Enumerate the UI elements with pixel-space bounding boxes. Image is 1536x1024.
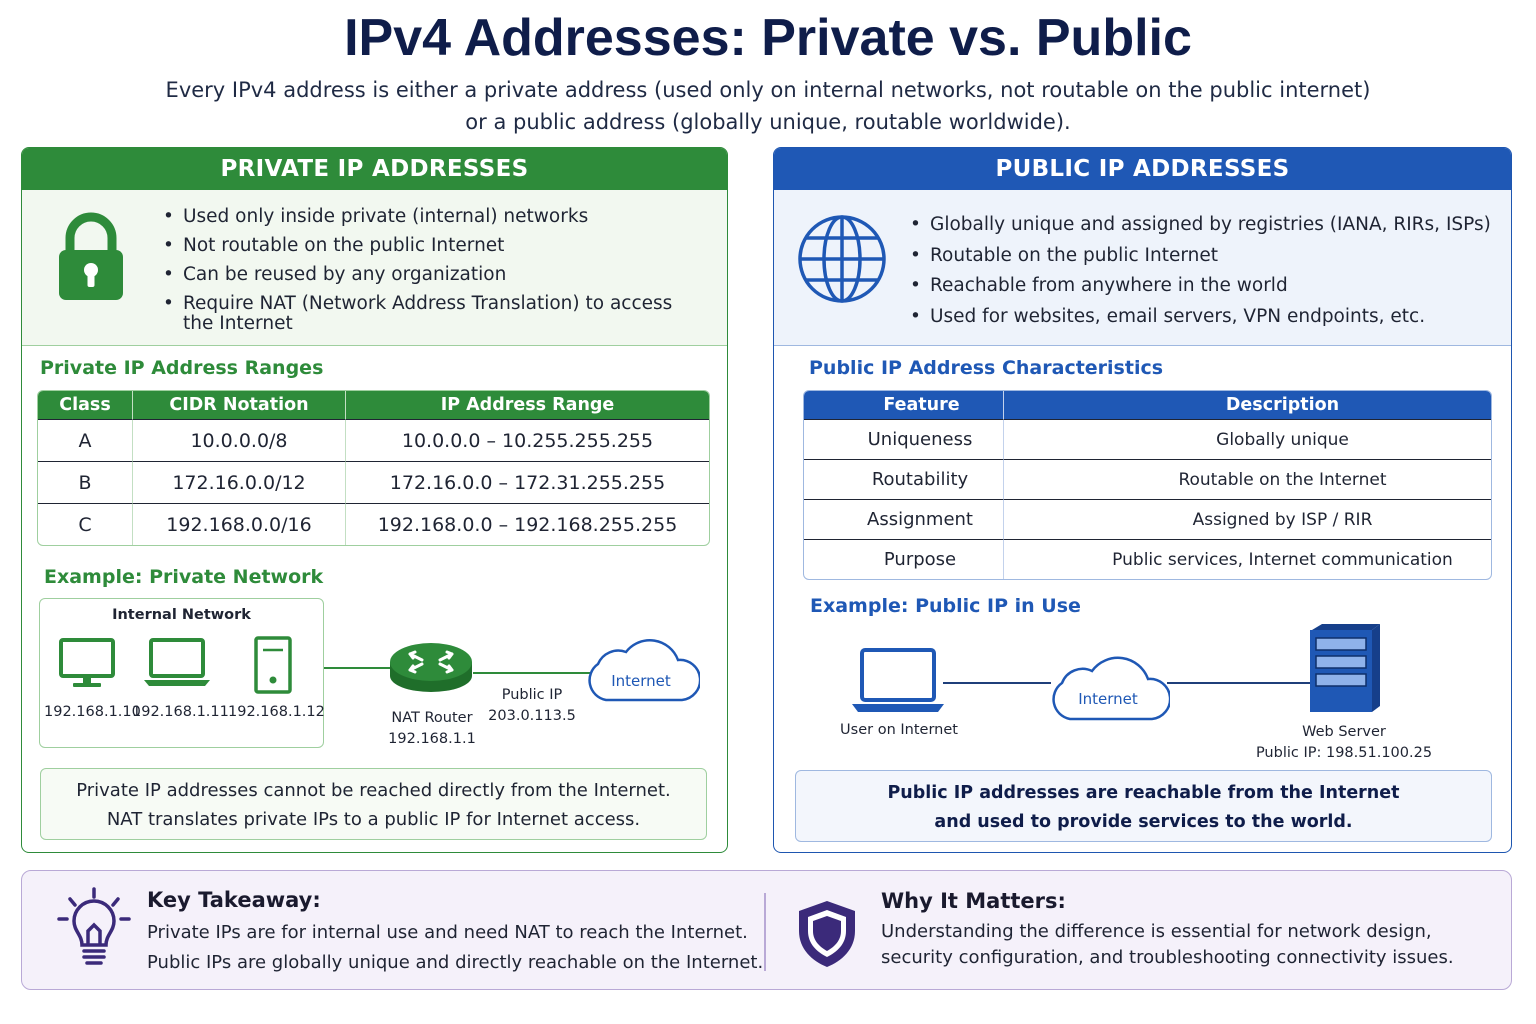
public-characteristics-table <box>803 390 1492 580</box>
column-header: Description <box>1003 391 1491 419</box>
subtitle-line: Every IPv4 address is either a private address (used only on internal networks, not routable on the public internet) <box>165 78 1371 102</box>
cloud-label: Internet <box>611 672 671 690</box>
public-ip-value: 203.0.113.5 <box>488 708 576 724</box>
lock-icon <box>56 212 126 304</box>
table-row <box>804 499 1491 539</box>
note-line: and used to provide services to the world. <box>934 812 1353 832</box>
user-label: User on Internet <box>840 722 958 738</box>
internal-network-label: Internal Network <box>112 607 251 623</box>
table-row <box>38 461 709 503</box>
note-line: Public IP addresses are reachable from the Internet <box>887 783 1400 803</box>
table-cell: 172.16.0.0/12 <box>132 461 345 503</box>
public-link <box>473 672 591 674</box>
public-panel <box>773 147 1512 853</box>
table-row <box>38 503 709 545</box>
bullet-item: • Reachable from anywhere in the world <box>908 271 1491 302</box>
cloud-label: Internet <box>1078 690 1138 708</box>
public-characteristics-heading: Public IP Address Characteristics <box>809 357 1164 379</box>
bullet-item: • Globally unique and assigned by registries (IANA, RIRs, ISPs) <box>908 210 1491 241</box>
page-title: IPv4 Addresses: Private vs. Public <box>344 9 1192 67</box>
bullet-item: • Routable on the public Internet <box>908 241 1491 272</box>
table-header-row <box>804 391 1491 419</box>
note-line: Private IP addresses cannot be reached directly from the Internet. <box>76 780 671 801</box>
takeaway-line: Private IPs are for internal use and need NAT to reach the Internet. <box>147 922 748 943</box>
table-row <box>804 419 1491 459</box>
cloud-icon <box>582 626 700 706</box>
page-subtitle <box>0 74 1536 138</box>
table-cell: Public services, Internet communication <box>1003 539 1491 579</box>
user-link <box>943 682 1051 684</box>
public-example-heading: Example: Public IP in Use <box>810 595 1081 617</box>
public-bullets <box>908 210 1491 332</box>
bullet-item: • Used for websites, email servers, VPN endpoints, etc. <box>908 302 1491 333</box>
takeaway-text <box>147 918 763 978</box>
public-ip-caption: Public IP <box>501 687 563 703</box>
matters-line: security configuration, and troubleshooting connectivity issues. <box>881 947 1454 968</box>
public-intro <box>774 190 1511 346</box>
column-header: Class <box>38 391 132 419</box>
router-icon <box>388 638 474 700</box>
server-name: Web Server <box>1302 724 1386 740</box>
table-header-row <box>38 391 709 419</box>
private-bullets <box>161 202 672 318</box>
table-cell: 192.168.0.0 – 192.168.255.255 <box>345 503 709 545</box>
private-header: PRIVATE IP ADDRESSES <box>22 148 727 190</box>
table-cell: 192.168.0.0/16 <box>132 503 345 545</box>
table-cell: Purpose <box>804 539 1003 579</box>
lightbulb-icon <box>56 887 132 971</box>
device-ip: 192.168.1.10 <box>44 704 141 720</box>
public-ip-label <box>482 685 582 727</box>
table-cell: B <box>38 461 132 503</box>
laptop-icon <box>143 638 211 688</box>
takeaway-heading: Key Takeaway: <box>147 888 321 912</box>
table-cell: 10.0.0.0/8 <box>132 419 345 461</box>
table-cell: Routable on the Internet <box>1003 459 1491 499</box>
matters-line: Understanding the difference is essential for network design, <box>881 921 1432 942</box>
table-cell: 10.0.0.0 – 10.255.255.255 <box>345 419 709 461</box>
private-example-heading: Example: Private Network <box>44 566 324 588</box>
column-header: CIDR Notation <box>132 391 345 419</box>
takeaway-line: Public IPs are globally unique and directly reachable on the Internet. <box>147 952 764 973</box>
desktop-icon <box>59 638 115 690</box>
subtitle-line: or a public address (globally unique, routable worldwide). <box>465 110 1071 134</box>
laptop-icon <box>850 648 946 714</box>
table-cell: Assignment <box>804 499 1003 539</box>
router-ip: 192.168.1.1 <box>388 731 476 747</box>
table-cell: C <box>38 503 132 545</box>
takeaway-banner <box>21 870 1512 990</box>
table-row <box>804 539 1491 579</box>
matters-heading: Why It Matters: <box>881 889 1066 913</box>
router-name: NAT Router <box>391 710 473 726</box>
banner-divider <box>764 893 766 971</box>
private-ranges-heading: Private IP Address Ranges <box>40 357 324 379</box>
table-cell: 172.16.0.0 – 172.31.255.255 <box>345 461 709 503</box>
network-link <box>324 667 392 669</box>
bullet-item: • Require NAT (Network Address Translation) to access <box>161 289 672 318</box>
server-ip: Public IP: 198.51.100.25 <box>1255 745 1433 761</box>
router-label <box>382 708 482 750</box>
table-cell: Routability <box>804 459 1003 499</box>
table-row <box>38 419 709 461</box>
private-panel <box>21 147 728 853</box>
public-header: PUBLIC IP ADDRESSES <box>774 148 1511 190</box>
table-cell: Globally unique <box>1003 419 1491 459</box>
server-icon <box>254 636 292 694</box>
web-server-label <box>1244 722 1444 764</box>
table-cell: Assigned by ISP / RIR <box>1003 499 1491 539</box>
shield-icon <box>796 899 858 969</box>
table-cell: A <box>38 419 132 461</box>
server-link <box>1167 682 1310 684</box>
note-line: NAT translates private IPs to a public IP for Internet access. <box>106 809 641 830</box>
private-note <box>40 768 707 840</box>
private-ranges-table <box>37 390 710 546</box>
globe-icon <box>797 214 887 304</box>
device-ip: 192.168.1.12 <box>228 704 325 720</box>
table-row <box>804 459 1491 499</box>
private-intro <box>22 190 727 346</box>
bullet-item: • Used only inside private (internal) networks <box>161 202 672 231</box>
bullet-continuation: the Internet <box>183 313 293 334</box>
web-server-icon <box>1306 622 1382 714</box>
public-note <box>795 770 1492 842</box>
column-header: IP Address Range <box>345 391 709 419</box>
device-ip: 192.168.1.11 <box>132 704 229 720</box>
bullet-item: • Can be reused by any organization <box>161 260 672 289</box>
column-header: Feature <box>804 391 1003 419</box>
table-cell: Uniqueness <box>804 419 1003 459</box>
cloud-icon <box>1046 643 1170 725</box>
bullet-item: • Not routable on the public Internet <box>161 231 672 260</box>
matters-text <box>881 919 1454 971</box>
